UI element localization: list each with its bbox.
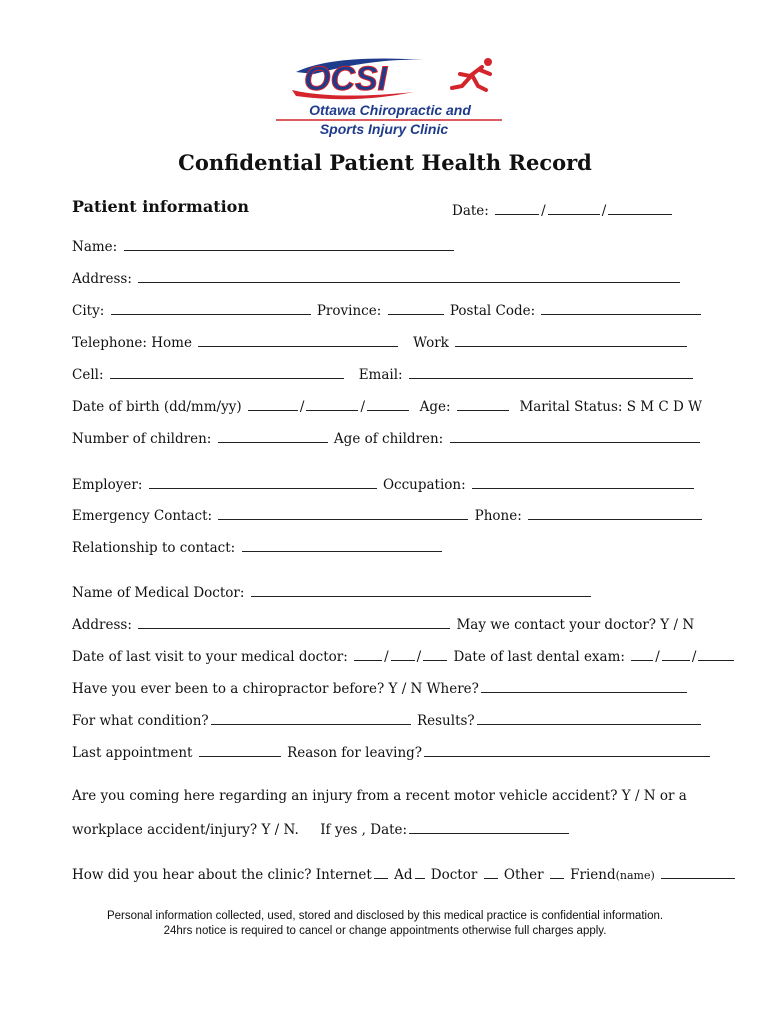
ocsi-logo-graphic — [274, 52, 506, 138]
cell-field[interactable] — [110, 364, 344, 379]
clinic-logo — [274, 52, 506, 138]
workplace-question[interactable]: workplace accident/injury? Y / N. — [72, 822, 299, 838]
ad-field[interactable] — [415, 864, 425, 879]
work-phone-field[interactable] — [455, 332, 687, 347]
medical-doctor-field[interactable] — [251, 582, 591, 597]
logo-wordmark: OCSI — [304, 60, 388, 98]
medical-doctor-label: Name of Medical Doctor: — [72, 585, 245, 601]
postal-code-label: Postal Code: — [449, 303, 536, 319]
friend-label: Friend — [570, 867, 616, 883]
privacy-notice: Personal information collected, used, stored and disclosed by this medical practice is confidential information. — [106, 910, 664, 922]
children-row — [72, 428, 702, 448]
relationship-row — [72, 537, 444, 557]
relationship-label: Relationship to contact: — [72, 540, 236, 556]
other-field[interactable] — [550, 864, 564, 879]
mva-question[interactable]: Are you coming here regarding an injury from a recent motor vehicle accident? Y / N or a — [72, 788, 687, 804]
chiropractor-before-label[interactable]: Have you ever been to a chiropractor before? Y / N Where? — [72, 681, 479, 697]
work-label: Work — [413, 335, 449, 351]
address-row — [72, 268, 682, 288]
email-label: Email: — [358, 367, 403, 383]
doctor-field[interactable] — [484, 864, 498, 879]
name-label: Name: — [72, 239, 118, 255]
last-visit-day-field[interactable] — [354, 646, 382, 661]
children-field[interactable] — [218, 428, 328, 443]
contact-doctor-label[interactable]: May we contact your doctor? Y / N — [456, 617, 695, 633]
friend-name-field[interactable] — [661, 864, 735, 879]
condition-field[interactable] — [211, 710, 411, 725]
dob-year-field[interactable] — [367, 396, 409, 411]
emergency-row — [72, 505, 704, 525]
dob-row: Date of birth (dd/mm/yy) / / Age: Marital Status: S M C D W — [72, 396, 702, 416]
occupation-field[interactable] — [472, 474, 694, 489]
last-appointment-label: Last appointment — [72, 745, 193, 761]
last-appointment-row — [72, 742, 712, 762]
emergency-contact-field[interactable] — [218, 505, 468, 520]
city-row — [72, 300, 703, 320]
postal-code-field[interactable] — [541, 300, 701, 315]
ad-label: Ad — [394, 867, 413, 883]
reason-leaving-field[interactable] — [424, 742, 710, 757]
emergency-contact-label: Emergency Contact: — [72, 508, 213, 524]
date-month-field[interactable] — [548, 200, 600, 215]
last-visit-month-field[interactable] — [391, 646, 415, 661]
section-heading: Patient information — [72, 197, 249, 216]
employer-label: Employer: — [72, 477, 143, 493]
employer-field[interactable] — [149, 474, 377, 489]
dental-year-field[interactable] — [698, 646, 734, 661]
referral-row — [72, 864, 737, 885]
mva-row — [72, 787, 687, 805]
where-field[interactable] — [481, 678, 687, 693]
medical-doctor-row — [72, 582, 593, 602]
emergency-phone-field[interactable] — [528, 505, 702, 520]
reason-leaving-label: Reason for leaving? — [287, 745, 423, 761]
dental-month-field[interactable] — [662, 646, 690, 661]
internet-field[interactable] — [374, 864, 388, 879]
telephone-home-label: Telephone: Home — [72, 335, 192, 351]
date-day-field[interactable] — [495, 200, 539, 215]
doctor-address-label: Address: — [72, 617, 132, 633]
address-field[interactable] — [138, 268, 680, 283]
hear-label: How did you hear about the clinic? Internet — [72, 867, 372, 883]
dob-label: Date of birth (dd/mm/yy) — [72, 399, 242, 415]
dental-day-field[interactable] — [631, 646, 653, 661]
results-label: Results? — [416, 713, 475, 729]
cancellation-notice: 24hrs notice is required to cancel or change appointments otherwise full charges apply. — [163, 925, 607, 937]
results-field[interactable] — [477, 710, 701, 725]
last-dental-label: Date of last dental exam: — [453, 649, 625, 665]
province-label: Province: — [316, 303, 382, 319]
age-of-children-field[interactable] — [450, 428, 700, 443]
children-label: Number of children: — [72, 431, 212, 447]
doctor-address-field[interactable] — [138, 614, 450, 629]
date-row: Date: / / — [452, 200, 674, 220]
last-visit-row: Date of last visit to your medical doctor: / / Date of last dental exam: / / — [72, 646, 736, 666]
telephone-home-field[interactable] — [198, 332, 398, 347]
condition-label: For what condition? — [72, 713, 209, 729]
doctor-label: Doctor — [430, 867, 478, 883]
form-title: Confidential Patient Health Record — [178, 150, 592, 175]
telephone-row — [72, 332, 689, 352]
if-yes-date-field[interactable] — [409, 819, 569, 834]
relationship-field[interactable] — [242, 537, 442, 552]
age-label: Age: — [419, 399, 451, 415]
workplace-row — [72, 819, 571, 839]
if-yes-date-label: If yes , Date: — [320, 822, 408, 838]
address-label: Address: — [72, 271, 132, 287]
dob-month-field[interactable] — [306, 396, 358, 411]
date-label: Date: — [452, 203, 489, 219]
name-row — [72, 236, 456, 256]
province-field[interactable] — [388, 300, 444, 315]
city-label: City: — [72, 303, 105, 319]
city-field[interactable] — [111, 300, 311, 315]
doctor-address-row — [72, 614, 694, 634]
last-appointment-field[interactable] — [199, 742, 281, 757]
cell-email-row — [72, 364, 695, 384]
last-visit-label: Date of last visit to your medical doctor: — [72, 649, 348, 665]
name-hint: (name) — [615, 869, 655, 882]
marital-status-label[interactable]: Marital Status: S M C D W — [519, 399, 703, 415]
employer-row — [72, 474, 696, 494]
date-year-field[interactable] — [608, 200, 672, 215]
logo-line1: Ottawa Chiropractic and — [309, 102, 471, 118]
condition-row — [72, 710, 703, 730]
chiropractor-before-row — [72, 678, 689, 698]
age-field[interactable] — [457, 396, 509, 411]
other-label: Other — [503, 867, 544, 883]
occupation-label: Occupation: — [382, 477, 466, 493]
last-visit-year-field[interactable] — [423, 646, 447, 661]
phone-label: Phone: — [474, 508, 522, 524]
email-field[interactable] — [409, 364, 693, 379]
cell-label: Cell: — [72, 367, 104, 383]
logo-line2: Sports Injury Clinic — [319, 121, 449, 137]
dob-day-field[interactable] — [248, 396, 298, 411]
age-of-children-label: Age of children: — [333, 431, 444, 447]
name-field[interactable] — [124, 236, 454, 251]
